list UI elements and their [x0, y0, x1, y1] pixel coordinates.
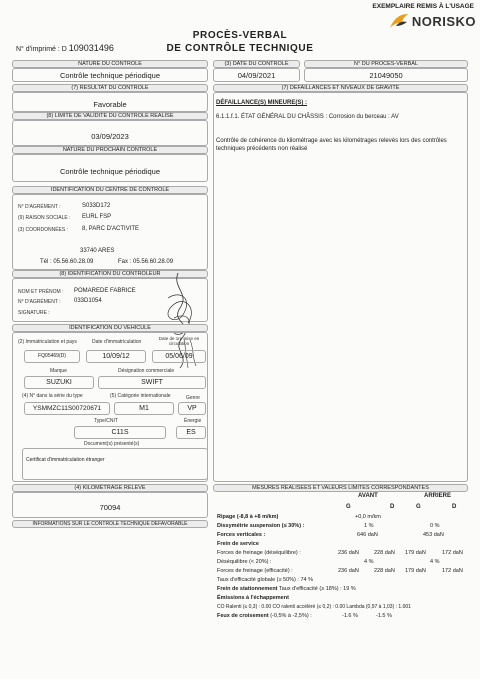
tel-label: Tél :: [40, 259, 52, 265]
docs-box: [22, 448, 208, 480]
vin-field: YSMMZC11S00720671: [24, 402, 110, 415]
frein-stat-row: [217, 586, 356, 592]
feux-range: (-0,5% à -2,5%) :: [270, 613, 312, 619]
next-control-header: NATURE DU PROCHAIN CONTRÔLE: [12, 146, 208, 154]
feux-label: Feux de croisement: [217, 613, 269, 619]
info-header: INFORMATIONS SUR LE CONTRÔLE TECHNIQUE DÉFAVORABLE: [12, 520, 208, 528]
ff-eff-arg: 179 daN: [405, 568, 426, 574]
emissions-label: Émissions à l'échappement: [217, 595, 289, 601]
validity-header: (8) LIMITE DE VALIDITÉ DU CONTRÔLE RÉALISÉ: [12, 112, 208, 120]
ff-eff-avg: 236 daN: [338, 568, 359, 574]
print-number-value: 109031496: [68, 43, 114, 53]
center-city: 33740 ARES: [80, 248, 115, 254]
control-date-value: 04/09/2021: [237, 71, 276, 80]
ripage-label: Ripage (-8,8 à +8 m/km): [217, 514, 279, 520]
defects-heading: DÉFAILLANCE(S) MINEURE(S) :: [216, 100, 307, 106]
deseq-av: 4 %: [364, 559, 374, 565]
copy-label: EXEMPLAIRE REMIS À L'USAGE: [372, 3, 474, 10]
defects-note: Contrôle de cohérence du kilométrage avec les kilométrages relevés lors des contrôles techniques précédents non réalisé: [216, 138, 447, 152]
energie-field: ES: [176, 426, 206, 439]
center-fax: [118, 259, 173, 265]
center-tel: [40, 259, 93, 265]
feux-g: -1.6 %: [342, 613, 358, 619]
forces-v-av: 646 daN: [357, 532, 378, 538]
immat-field: FQ05469(D): [24, 350, 80, 363]
center-coords-label: (3) COORDONNÉES :: [18, 227, 69, 233]
fax-label: Fax :: [118, 259, 132, 265]
docs-value: Certificat d'immatriculation étranger: [26, 457, 105, 463]
center-coords-value: 8, PARC D'ACTIVITE: [82, 226, 140, 232]
controller-agrement-label: N° D'AGRÉMENT :: [18, 299, 61, 305]
dissym-av: 1 %: [364, 523, 374, 529]
ff-eff-avd: 228 daN: [374, 568, 395, 574]
forces-v-label: Forces verticales :: [217, 532, 266, 538]
dissym-ar: 0 %: [430, 523, 440, 529]
forces-v-ar: 453 daN: [423, 532, 444, 538]
ff-eff-label: Forces de freinage (efficacité) :: [217, 568, 293, 574]
co-line: CO Ralenti (≤ 0,3) : 0.00 CO ralenti accéléré (≤ 0,2) : 0.00 Lambda (0,97 à 1,03) : 1.001: [217, 604, 411, 610]
nature-control-value: Contrôle technique périodique: [59, 71, 161, 80]
tel-value: 05.56.60.28.09: [53, 259, 94, 265]
energie-label: Énergie: [184, 418, 202, 424]
designation-field: SWIFT: [98, 376, 206, 389]
center-agrement-label: N° D'AGRÉMENT :: [18, 204, 61, 210]
ripage-row: [217, 514, 278, 520]
deseq-label: Déséquilibre (< 20%) :: [217, 559, 272, 565]
pv-number-value: 21049050: [369, 71, 403, 80]
date-immat-label: Date d'immatriculation: [92, 339, 142, 345]
ff-deseq-avd: 228 daN: [374, 550, 395, 556]
center-raison-value: EURL FSP: [82, 214, 112, 220]
arriere-g: G: [416, 504, 421, 510]
ff-deseq-ard: 172 daN: [442, 550, 463, 556]
ff-deseq-arg: 179 daN: [405, 550, 426, 556]
km-header: (4) KILOMÉTRAGE RELEVÉ: [12, 484, 208, 492]
print-number: [16, 43, 114, 53]
genre-field: VP: [178, 402, 206, 415]
defects-item: 6.1.1.f.1. ÉTAT GÉNÉRAL DU CHÂSSIS : Corrosion du berceau : AV: [216, 114, 399, 120]
marque-label: Marque: [50, 368, 67, 374]
type-label: Type/CNIT: [94, 418, 118, 424]
vin-label: (4) N° dans la série du type: [22, 393, 83, 399]
frein-stat-taux: Taux d'efficacité (≥ 18%) : 19 %: [278, 586, 356, 592]
designation-label: Désignation commerciale: [118, 368, 175, 374]
genre-label: Genre: [186, 395, 200, 401]
brand-name: NORISKO: [411, 13, 476, 29]
ff-deseq-label: Forces de freinage (déséquilibre) :: [217, 550, 301, 556]
print-number-label: N° d'imprimé :: [16, 46, 60, 53]
ff-eff-ard: 172 daN: [442, 568, 463, 574]
measures-header: MESURES RÉALISÉES ET VALEURS LIMITES CORRESPONDANTES: [213, 484, 468, 492]
result-header: (7) RÉSULTAT DU CONTRÔLE: [12, 84, 208, 92]
controller-name-label: NOM ET PRÉNOM :: [18, 289, 64, 295]
feux-d: -1.5 %: [376, 613, 392, 619]
center-raison-label: (9) RAISON SOCIALE :: [18, 215, 71, 221]
deseq-ar: 4 %: [430, 559, 440, 565]
fax-value: 05.56.60.28.09: [133, 259, 174, 265]
center-header: IDENTIFICATION DU CENTRE DE CONTRÔLE: [12, 186, 208, 194]
brand-logo: [388, 12, 476, 30]
categorie-label: (5) Catégorie internationale: [110, 393, 171, 399]
next-control-value: Contrôle technique périodique: [59, 167, 161, 176]
pv-number-header: N° DU PROCÈS-VERBAL: [304, 60, 468, 68]
bird-logo-icon: [388, 12, 410, 30]
avant-label: AVANT: [358, 493, 378, 499]
date-immat-field: 10/09/12: [86, 350, 146, 363]
defects-header: (7) DÉFAILLANCES ET NIVEAUX DE GRAVITÉ: [213, 84, 468, 92]
dissym-label: Dissymétrie suspension (≤ 30%) :: [217, 523, 305, 529]
frein-stat-label: Frein de stationnement: [217, 586, 278, 592]
date-first-field: 05/06/09: [152, 350, 206, 363]
arriere-label: ARRIERE: [424, 493, 452, 499]
controller-agrement-value: 033D1054: [74, 298, 102, 304]
controller-signature-label: SIGNATURE :: [18, 310, 50, 316]
immat-label: (2) Immatriculation et pays: [18, 339, 77, 345]
taux-global: Taux d'efficacité globale (≥ 50%) : 74 %: [217, 577, 313, 583]
categorie-field: M1: [114, 402, 174, 415]
ff-deseq-avg: 236 daN: [338, 550, 359, 556]
frein-service-label: Frein de service: [217, 541, 259, 547]
arriere-d: D: [452, 504, 457, 510]
nature-control-header: NATURE DU CONTRÔLE: [12, 60, 208, 68]
ripage-value: +0,0 m/km: [355, 514, 381, 520]
docs-label: Document(s) présenté(s): [84, 441, 140, 447]
print-number-prefix: D: [61, 46, 67, 53]
feux-row: [217, 613, 312, 619]
marque-field: SUZUKI: [24, 376, 94, 389]
title-line2: DE CONTRÔLE TECHNIQUE: [166, 43, 314, 54]
title-line1: PROCÈS-VERBAL: [192, 30, 288, 41]
center-agrement-value: S033D172: [82, 203, 111, 209]
type-field: C11S: [74, 426, 166, 439]
avant-g: G: [346, 504, 351, 510]
controller-name-value: POMAREDE FABRICE: [74, 288, 136, 294]
control-date-header: (3) DATE DU CONTRÔLE: [213, 60, 300, 68]
result-value: Favorable: [93, 100, 127, 109]
vehicle-header: IDENTIFICATION DU VÉHICULE: [12, 324, 208, 332]
controller-header: (8) IDENTIFICATION DU CONTRÔLEUR: [12, 270, 208, 278]
km-value: 70094: [99, 503, 121, 512]
date-first-label: Date de 1re mise en circulation: [158, 336, 200, 346]
avant-d: D: [390, 504, 395, 510]
validity-value: 03/09/2023: [91, 132, 129, 141]
